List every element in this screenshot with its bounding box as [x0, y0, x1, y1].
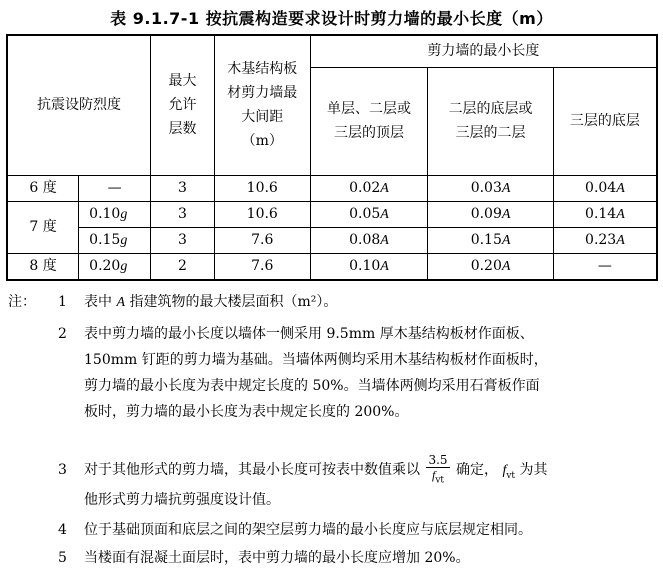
- min-length-table: [6, 34, 658, 281]
- var-g: g: [120, 258, 128, 274]
- header-max-spacing: 木基结构板材剪力墙最大间距（m）: [214, 35, 310, 175]
- cell-floors: 3: [151, 201, 215, 227]
- var-a: A: [380, 206, 389, 222]
- cell-degree: 8 度: [7, 253, 79, 280]
- note-text: 确定，: [456, 462, 498, 478]
- note-text: 当楼面有混凝土面层时，表中剪力墙的最小长度应增加 20%。: [84, 550, 470, 566]
- var-a: A: [116, 295, 126, 310]
- note-text: 他形式剪力墙抗剪强度设计值。: [84, 492, 280, 508]
- cell-floors: 3: [151, 227, 215, 253]
- header-col-second-floor: 二层的底层或三层的二层: [428, 67, 554, 175]
- var-a: A: [501, 206, 511, 222]
- cell-len-c1: [310, 227, 428, 253]
- fraction-denominator: $f_{vt}$: [431, 467, 445, 486]
- cell-floors: 3: [151, 175, 215, 201]
- var-a: A: [501, 232, 511, 248]
- cell-value: 0.10: [89, 205, 121, 222]
- notes-label: 注：: [8, 294, 36, 310]
- note-text: 为其: [519, 462, 548, 478]
- fraction-numerator: 3.5: [428, 452, 448, 467]
- header-intensity: 抗震设防烈度: [7, 35, 151, 175]
- cell-len-c2: [428, 175, 554, 201]
- fraction: [426, 453, 449, 487]
- cell-value: 0.15: [470, 231, 502, 248]
- note-number: 5: [58, 550, 67, 566]
- note-text: 表中剪力墙的最小长度以墙体一侧采用 9.5mm 厚木基结构板材作面板、: [84, 326, 534, 342]
- note-number: 1: [58, 294, 67, 310]
- cell-len-c3: [553, 201, 657, 227]
- cell-acceleration: [79, 253, 151, 280]
- cell-spacing: 10.6: [214, 175, 310, 201]
- cell-len-c2: [428, 253, 554, 280]
- var-a: A: [380, 180, 389, 196]
- cell-degree: 6 度: [7, 175, 79, 201]
- cell-value: 0.02: [349, 179, 381, 196]
- cell-value: 0.03: [470, 179, 502, 196]
- header-max-floors: 最大允许层数: [151, 35, 215, 175]
- cell-len-c3: [553, 227, 657, 253]
- var-a: A: [380, 232, 389, 248]
- note-text: 指建筑物的最大楼层面积（m²）。: [129, 294, 338, 310]
- cell-value: 0.20: [470, 257, 502, 274]
- cell-value: 0.14: [585, 205, 617, 222]
- cell-value: 0.09: [470, 205, 502, 222]
- table-row: [7, 201, 657, 227]
- cell-len-c2: [428, 201, 554, 227]
- cell-degree: 7 度: [7, 201, 79, 253]
- cell-value: 0.10: [349, 257, 381, 274]
- var-g: g: [120, 206, 128, 222]
- cell-floors: 2: [151, 253, 215, 280]
- cell-spacing: 10.6: [214, 201, 310, 227]
- cell-len-c3: —: [553, 253, 657, 280]
- note-text: 表中: [84, 294, 112, 310]
- cell-acceleration: [79, 227, 151, 253]
- var-a: A: [616, 180, 625, 196]
- note-number: 4: [58, 522, 67, 538]
- header-min-length: 剪力墙的最小长度: [310, 35, 657, 67]
- cell-value: 0.04: [585, 179, 617, 196]
- table-row: [7, 175, 657, 201]
- cell-acceleration: —: [79, 175, 151, 201]
- cell-len-c1: [310, 175, 428, 201]
- note-text: 150mm 钉距的剪力墙为基础。当墙体两侧均采用木基结构板材作面板时，: [84, 352, 548, 368]
- cell-len-c1: [310, 201, 428, 227]
- table-row: [7, 227, 657, 253]
- cell-acceleration: [79, 201, 151, 227]
- note-number: 3: [58, 462, 67, 478]
- cell-value: 0.23: [585, 231, 617, 248]
- cell-spacing: 7.6: [214, 227, 310, 253]
- var-a: A: [380, 258, 389, 274]
- header-col-top-floor: 单层、二层或三层的顶层: [310, 67, 428, 175]
- cell-value: 0.08: [349, 231, 381, 248]
- table-title: 表 9.1.7-1 按抗震构造要求设计时剪力墙的最小长度（m）: [110, 9, 553, 28]
- var-a: A: [501, 258, 511, 274]
- var-f-sub: vt: [506, 470, 516, 481]
- cell-len-c1: [310, 253, 428, 280]
- note-text: 位于基础顶面和底层之间的架空层剪力墙的最小长度应与底层规定相同。: [84, 522, 532, 538]
- header-col-bottom-floor: 三层的底层: [553, 67, 657, 175]
- cell-value: 0.20: [89, 257, 121, 274]
- note-number: 2: [58, 326, 67, 342]
- var-f: f: [502, 463, 507, 478]
- var-a: A: [616, 206, 625, 222]
- cell-len-c2: [428, 227, 554, 253]
- cell-value: 0.15: [89, 231, 121, 248]
- note-text: 板时，剪力墙的最小长度为表中规定长度的 200%。: [84, 404, 409, 420]
- note-text: 对于其他形式的剪力墙，其最小长度可按表中数值乘以: [84, 462, 420, 478]
- var-g: g: [120, 232, 128, 248]
- table-row: [7, 253, 657, 280]
- note-text: 剪力墙的最小长度为表中规定长度的 50%。当墙体两侧均采用石膏板作面: [84, 378, 540, 394]
- cell-spacing: 7.6: [214, 253, 310, 280]
- cell-len-c3: [553, 175, 657, 201]
- var-a: A: [501, 180, 511, 196]
- cell-value: 0.05: [349, 205, 381, 222]
- var-a: A: [616, 232, 625, 248]
